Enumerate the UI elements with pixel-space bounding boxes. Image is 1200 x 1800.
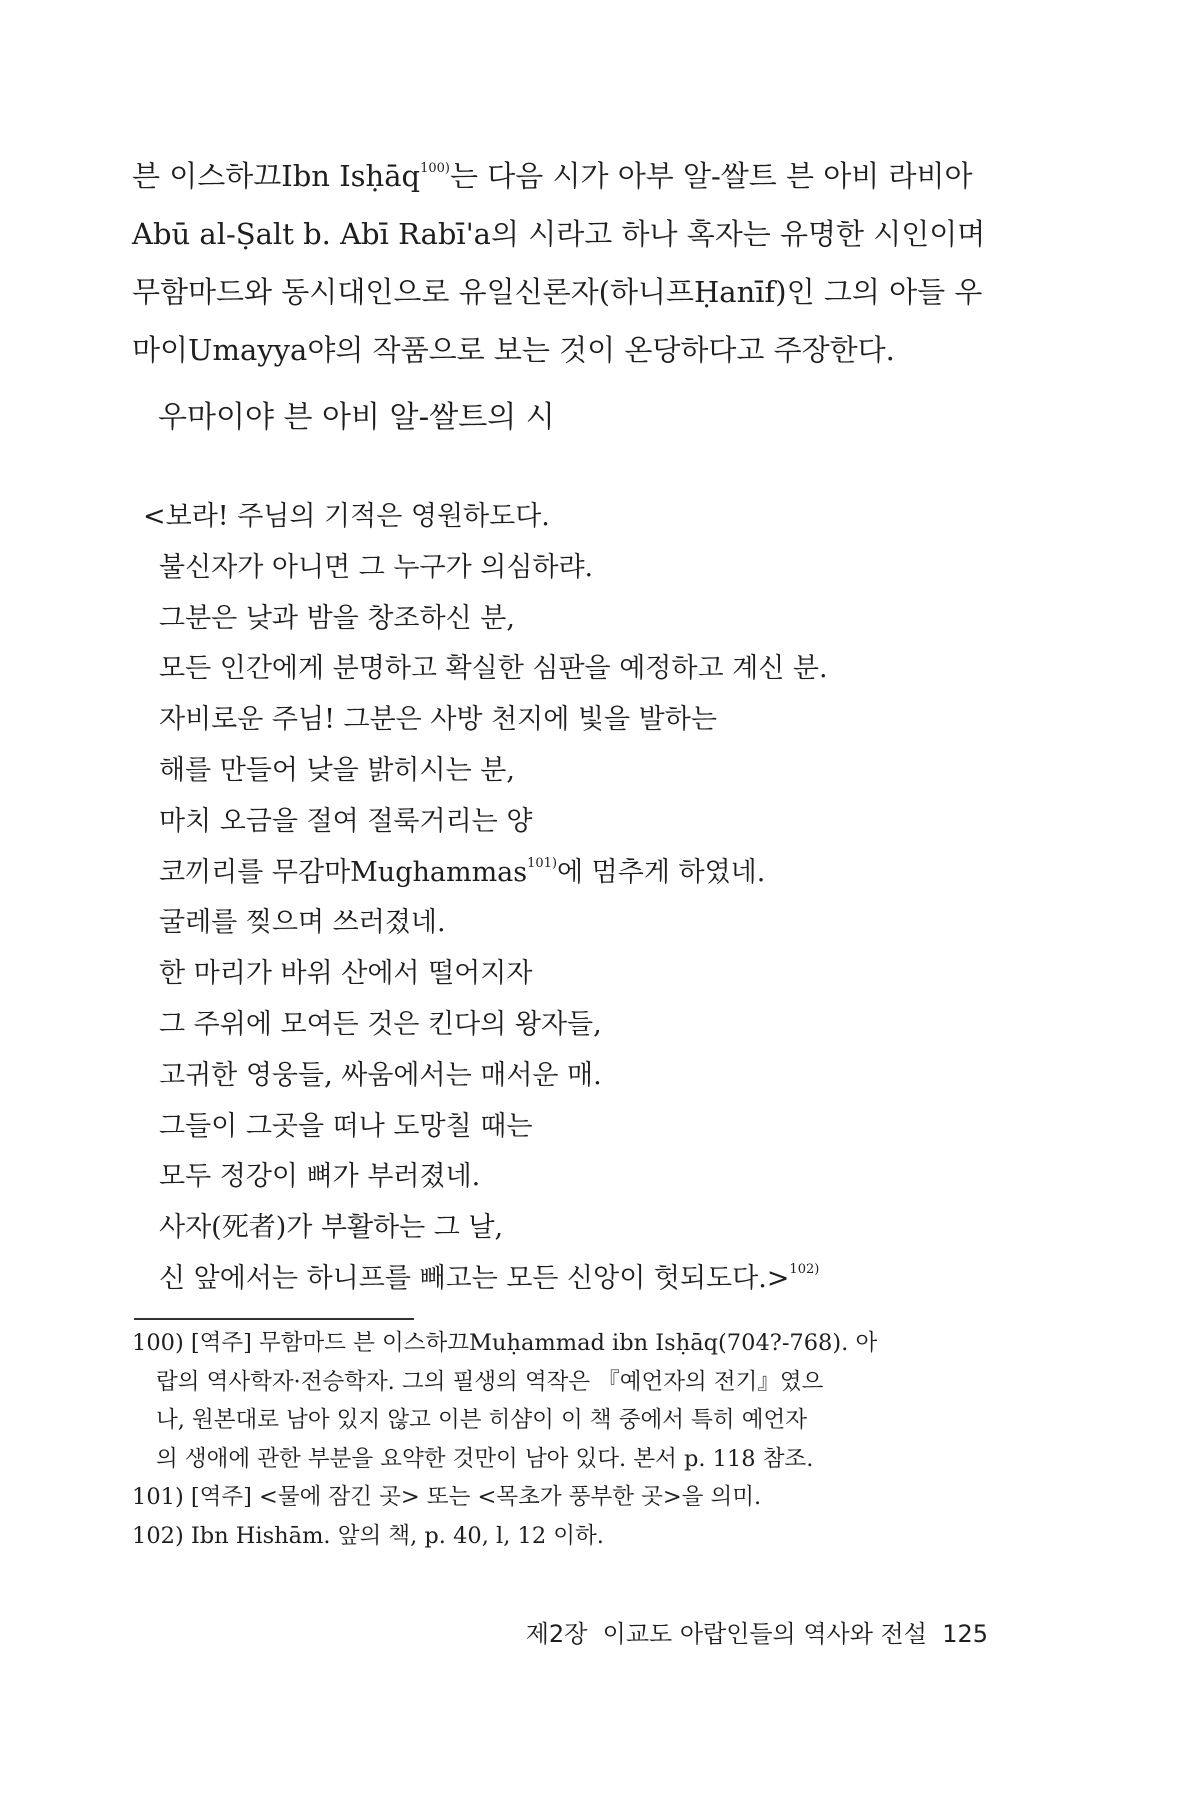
footnote-100: [132, 1324, 1002, 1478]
poem-line: 모두 정강이 뼈가 부러졌네.: [159, 1161, 481, 1193]
footnote-line: 랍의 역사학자·전승학자. 그의 필생의 역작은 『예언자의 전기』였으: [156, 1368, 824, 1395]
footnote-line: 100) [역주] 무함마드 븐 이스하끄Muḥammad ibn Isḥāq(704?-768). 아: [132, 1330, 878, 1356]
poem-line-text: 신 앞에서는 하니프를 빼고는 모든 신앙이 헛되도다.>: [159, 1262, 790, 1294]
intro-line-2: Abū al-Ṣalt b. Abī Rabī'a의 시라고 하나 혹자는 유명한 시인이며: [132, 217, 986, 251]
poem-line: [143, 1254, 993, 1305]
poem-line: 그들이 그곳을 떠나 도망칠 때는: [159, 1110, 533, 1142]
poem-line: 해를 만들어 낮을 밝히시는 분,: [159, 754, 515, 786]
chapter-title: 이교도 아랍인들의 역사와 전설: [602, 1620, 927, 1648]
footnote-ref-102: 102): [789, 1261, 820, 1277]
poem-line: 마치 오금을 절여 절룩거리는 양: [159, 805, 533, 837]
page-number: 125: [942, 1620, 988, 1648]
poem-line-text-end: 에 멈추게 하였네.: [557, 856, 766, 888]
poem-line: 한 마리가 바위 산에서 떨어지자: [159, 958, 533, 990]
footnotes: [132, 1324, 1002, 1556]
intro-line-1: [132, 147, 992, 205]
intro-line-4: 마이Umayya야의 작품으로 보는 것이 온당하다고 주장한다.: [132, 333, 895, 367]
intro-line-1-text-end: 는 다음 시가 아부 알-쌀트 븐 아비 라비아: [449, 159, 973, 193]
chapter-label: 제2장: [525, 1620, 588, 1648]
poem-line: 굴레를 찢으며 쓰러졌네.: [159, 907, 446, 939]
poem-line: 불신자가 아니면 그 누구가 의심하랴.: [159, 551, 594, 583]
footnote-line: 102) Ibn Hishām. 앞의 책, p. 40, l, 12 이하.: [132, 1522, 604, 1549]
intro-paragraph: [132, 147, 992, 379]
section-heading: 우마이야 븐 아비 알-쌀트의 시: [158, 400, 555, 435]
poem-line: 그분은 낮과 밤을 창조하신 분,: [159, 602, 515, 634]
poem-line-text: 코끼리를 무감마Mughammas: [159, 856, 528, 888]
footnote-ref-101: 101): [527, 855, 558, 871]
poem-line: 모든 인간에게 분명하고 확실한 심판을 예정하고 계신 분.: [159, 653, 828, 685]
intro-line-1-text: 븐 이스하끄Ibn Isḥāq: [132, 159, 421, 193]
footnote-line: 101) [역주] <물에 잠긴 곳> 또는 <목초가 풍부한 곳>을 의미.: [132, 1484, 762, 1511]
poem-line: 자비로운 주님! 그분은 사방 천지에 빛을 발하는: [159, 704, 717, 736]
footnote-line: 의 생애에 관한 부분을 요약한 것만이 남아 있다. 본서 p. 118 참조.: [156, 1445, 814, 1472]
intro-line-3: 무함마드와 동시대인으로 유일신론자(하니프Ḥanīf)인 그의 아들 우: [132, 275, 983, 309]
footnote-divider: [134, 1318, 414, 1320]
poem-line: 그 주위에 모여든 것은 킨다의 왕자들,: [159, 1008, 602, 1040]
footnote-101: [132, 1478, 1002, 1517]
running-footer: [508, 1614, 988, 1654]
poem-line: [143, 848, 993, 899]
poem-line: <보라! 주님의 기적은 영원하도다.: [143, 501, 550, 532]
footnote-ref-100: 100): [420, 161, 450, 176]
footnote-line: 나, 원본대로 남아 있지 않고 이븐 히샴이 이 책 중에서 특히 예언자: [156, 1407, 807, 1434]
poem-line: 사자(死者)가 부활하는 그 날,: [159, 1212, 504, 1244]
poem: [143, 492, 993, 1305]
footnote-102: [132, 1517, 1002, 1556]
poem-line: 고귀한 영웅들, 싸움에서는 매서운 매.: [159, 1059, 602, 1091]
